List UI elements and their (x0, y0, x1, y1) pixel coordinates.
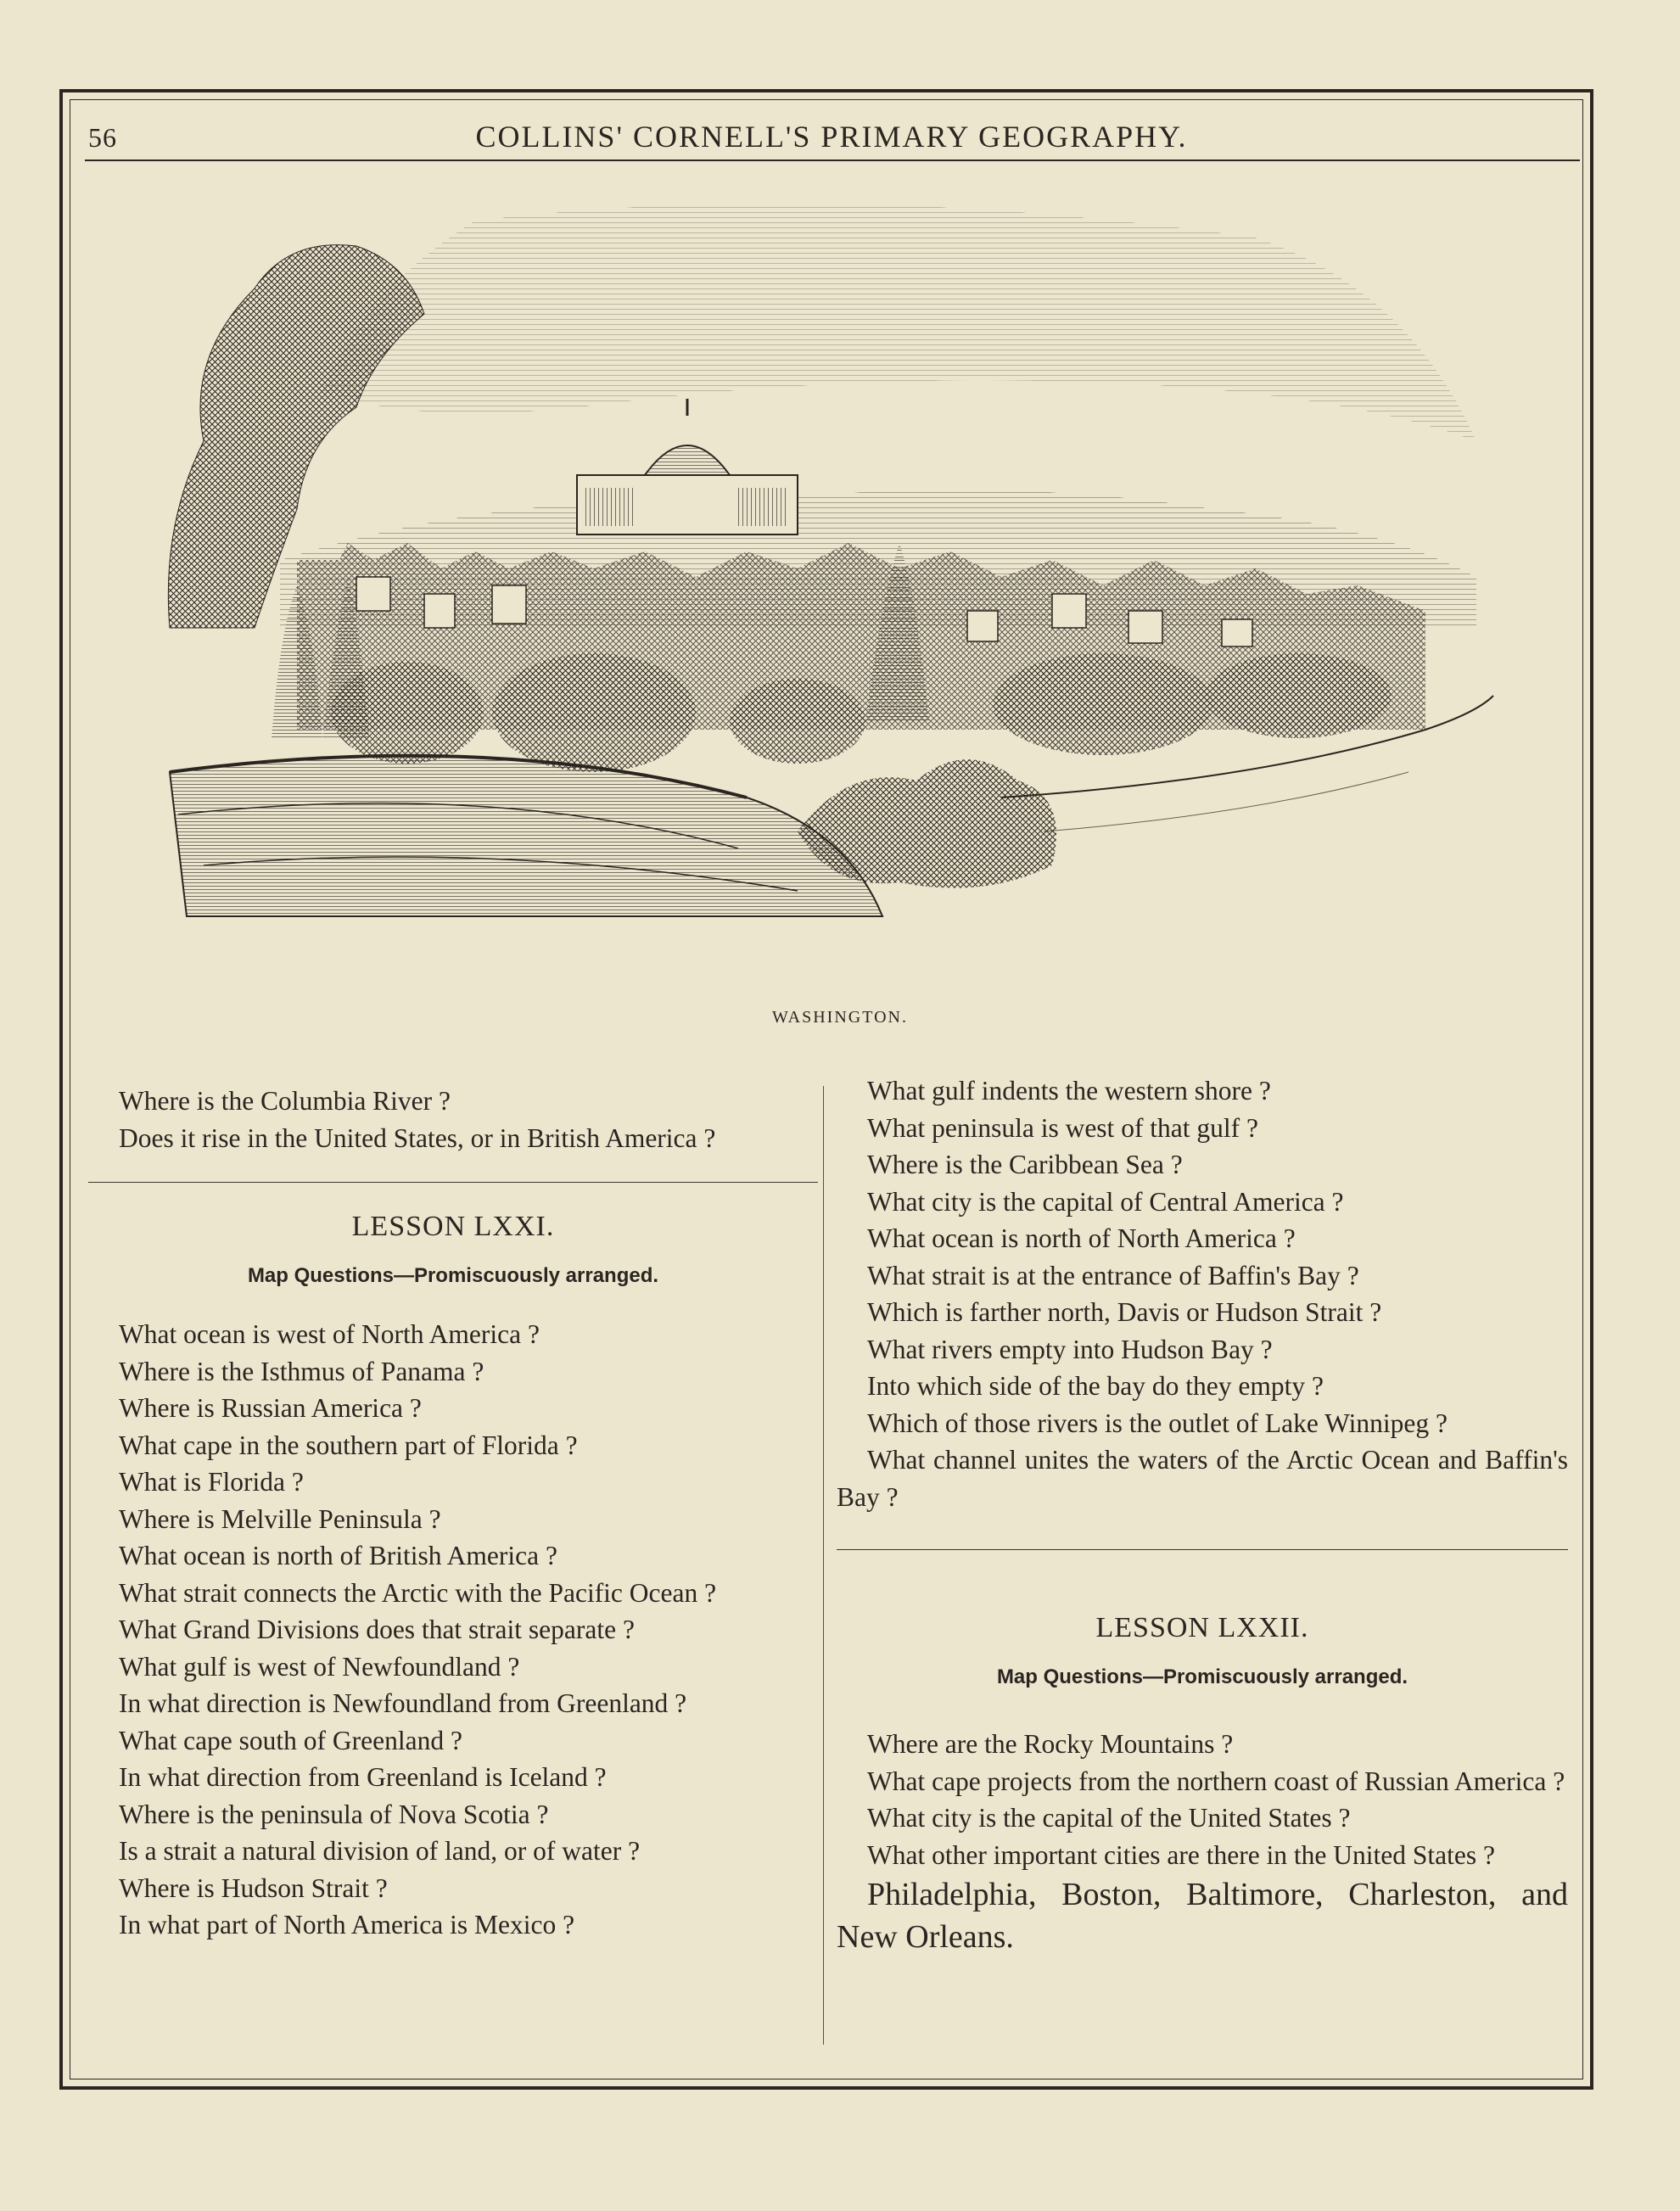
question: What is Florida ? (119, 1467, 304, 1497)
stone-wall (170, 756, 882, 916)
question: Does it rise in the United States, or in British America ? (119, 1122, 716, 1153)
question: In what direction is Newfoundland from Greenland ? (119, 1688, 687, 1718)
section-rule (837, 1549, 1568, 1550)
question: Where is the peninsula of Nova Scotia ? (119, 1799, 549, 1829)
question: What cape projects from the northern coast of Russian America ? (867, 1766, 1565, 1796)
question: Into which side of the bay do they empty ? (867, 1371, 1324, 1401)
question: Which is farther north, Davis or Hudson Strait ? (867, 1297, 1382, 1327)
question: What strait connects the Arctic with the Pacific Ocean ? (119, 1577, 717, 1608)
question: What Grand Divisions does that strait separate ? (119, 1615, 635, 1644)
question: What ocean is north of North America ? (867, 1223, 1296, 1253)
question: What ocean is west of North America ? (119, 1319, 540, 1349)
lesson-title: LESSON LXXII. (1095, 1612, 1309, 1643)
question: What channel unites the waters of the Arctic Ocean and Baffin's Bay ? (837, 1445, 1568, 1512)
question: What ocean is north of British America ? (119, 1541, 557, 1570)
capitol-building (577, 399, 798, 535)
sky (322, 203, 1476, 441)
question: In what direction from Greenland is Iceland ? (119, 1762, 607, 1792)
question: What rivers empty into Hudson Bay ? (867, 1334, 1273, 1364)
question: Where is Russian America ? (119, 1393, 422, 1423)
question: What city is the capital of the United States ? (867, 1803, 1351, 1833)
answer-text: Philadelphia, Boston, Baltimore, Charleston, and New Orleans. (837, 1877, 1568, 1955)
question: Where is the Caribbean Sea ? (867, 1150, 1183, 1179)
question: In what part of North America is Mexico ? (119, 1910, 575, 1940)
page-number: 56 (88, 122, 117, 153)
question: What cape in the southern part of Florida ? (119, 1430, 578, 1460)
question: What gulf is west of Newfoundland ? (119, 1651, 520, 1682)
shrub-right (798, 759, 1056, 888)
question: Where is the Isthmus of Panama ? (119, 1356, 484, 1386)
question: Where are the Rocky Mountains ? (867, 1729, 1234, 1759)
illustration-caption: WASHINGTON. (772, 1008, 908, 1027)
question: Where is Hudson Strait ? (119, 1872, 388, 1903)
left-column (88, 1083, 818, 1944)
right-column (837, 1072, 1568, 1958)
lesson-subtitle: Map Questions—Promiscuously arranged. (996, 1665, 1408, 1688)
question: What cape south of Greenland ? (119, 1725, 462, 1755)
question: Where is the Columbia River ? (119, 1086, 451, 1116)
lesson-subtitle: Map Questions—Promiscuously arranged. (247, 1263, 659, 1287)
question: Which of those rivers is the outlet of Lake Winnipeg ? (867, 1408, 1448, 1438)
question: What strait is at the entrance of Baffin's Bay ? (867, 1260, 1359, 1290)
header-rule (85, 160, 1580, 161)
question: Where is Melville Peninsula ? (119, 1503, 441, 1534)
question: What gulf indents the western shore ? (867, 1076, 1271, 1106)
question: What city is the capital of Central America ? (867, 1186, 1344, 1217)
running-title: COLLINS' CORNELL'S PRIMARY GEOGRAPHY. (475, 120, 1188, 154)
lesson-title: LESSON LXXI. (351, 1211, 555, 1242)
question: What peninsula is west of that gulf ? (867, 1112, 1259, 1143)
column-divider (823, 1086, 824, 2045)
question: What other important cities are there in the United States ? (867, 1839, 1495, 1870)
section-rule (88, 1182, 818, 1183)
washington-engraving (153, 187, 1502, 993)
question: Is a strait a natural division of land, or of water ? (119, 1836, 641, 1866)
page-header (85, 112, 1578, 160)
